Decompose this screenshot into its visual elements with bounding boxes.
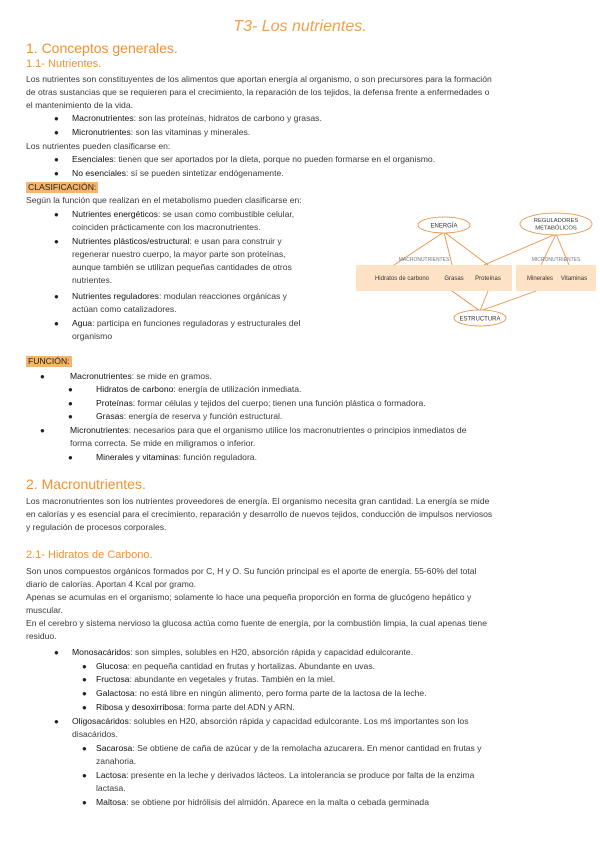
minerales-label: Minerales — [526, 276, 554, 282]
list-item: Micronutrientes: necesarios para que el organismo utilice los macronutrientes o principios inmediatos de — [70, 425, 467, 435]
clasificacion-label: CLASIFICACIÓN: — [28, 182, 97, 192]
bullet: ● — [82, 662, 87, 671]
reguladores-label-1: REGULADORES — [533, 218, 579, 224]
list-item-cont: coinciden prácticamente con los macronutrientes. — [72, 222, 261, 232]
list-item: Minerales y vitaminas: función reguladora. — [96, 452, 257, 462]
estructura-label: ESTRUCTURA — [459, 316, 501, 323]
s21-paragraph-line: residuo. — [26, 631, 57, 641]
list-item: Glucosa: en pequeña cantidad en frutas y hortalizas. Abundante en uvas. — [96, 661, 376, 671]
hc-label: Hidratos de carbono — [374, 276, 430, 282]
energia-label: ENERGÍA — [430, 223, 458, 230]
link-minerales-estructura — [480, 291, 536, 311]
grasas-label: Grasas — [444, 276, 464, 282]
bullet: ● — [82, 689, 87, 698]
bullet: ● — [54, 210, 59, 219]
bullet: ● — [54, 114, 59, 123]
bullet: ● — [68, 385, 73, 394]
list-item-cont: organismo — [72, 331, 113, 341]
list-item: Grasas: energía de reserva y función estructural. — [96, 411, 283, 421]
list-item: Ribosa y desoxirribosa: forma parte del ADN y ARN. — [96, 702, 295, 712]
micro-label: MICRONUTRIENTES — [531, 257, 581, 263]
bullet: ● — [54, 319, 59, 328]
list-item-cont: forma correcta. Se mide en miligramos o inferior. — [70, 438, 256, 448]
bullet: ● — [82, 744, 87, 753]
list-item: Hidratos de carbono: energía de utilización inmediata. — [96, 384, 302, 394]
section-2-1-heading: 2.1- Hidratos de Carbono. — [26, 549, 153, 561]
list-item: Oligosacáridos: solubles en H20, absorción rápida y capacidad edulcorante. Los mś importantes son los — [72, 716, 469, 726]
bullet: ● — [82, 675, 87, 684]
intro-line-3: el mantenimiento de la vida. — [26, 100, 134, 110]
list-item-cont: lactasa. — [96, 783, 126, 793]
section-1-1-heading: 1.1- Nutrientes. — [26, 58, 102, 70]
page-title: T3- Los nutrientes. — [233, 18, 367, 35]
link-proteinas-estructura — [480, 291, 488, 311]
s21-paragraph-line: En el cerebro y sistema nervioso la glucosa actúa como fuente de energía, por la combustión limpia, la cual apenas tiene — [26, 618, 487, 628]
funcion-label: FUNCIÓN: — [28, 356, 70, 366]
section-2-heading: 2. Macronutrientes. — [26, 476, 146, 492]
list-item: Sacarosa: Se obtiene de caña de azúcar y de la remolacha azucarera. En menor cantidad en frutas y — [96, 743, 482, 753]
list-item: Maltosa: se obtiene por hidrólisis del almidón. Aparece en la malta o cebada germinada — [96, 797, 429, 807]
s21-paragraph-line: muscular. — [26, 605, 63, 615]
list-item: Nutrientes energéticos: se usan como combustible celular, — [72, 209, 295, 219]
list-item: Macronutrientes: son las proteínas, hidratos de carbono y grasas. — [72, 113, 322, 123]
list-item-cont: nutrientes. — [72, 275, 113, 285]
list-item-cont: actúan como catalizadores. — [72, 304, 177, 314]
reguladores-label-2: METABÓLICOS — [535, 225, 577, 232]
s2-paragraph-line: en calorías y es esencial para el crecimiento, reparación y desarrollo de nuevos tejidos, conducción de impulsos nerviosos — [26, 509, 493, 519]
section-1-heading: 1. Conceptos generales. — [26, 40, 178, 56]
list-item-cont: zanahoria. — [96, 756, 137, 766]
bullet: ● — [68, 453, 73, 462]
bullet: ● — [40, 426, 45, 435]
vitaminas-label: Vitaminas — [560, 276, 588, 282]
bullet: ● — [68, 412, 73, 421]
list-item: Esenciales: tienen que ser aportados por la dieta, porque no pueden formarse en el organismo. — [72, 154, 436, 164]
list-item: No esenciales: sí se pueden sintetizar endógenamente. — [72, 168, 284, 178]
list-item: Nutrientes reguladores: modulan reacciones orgánicas y — [72, 291, 287, 301]
list-item: Fructosa: abundante en vegetales y frutas. También en la miel. — [96, 674, 336, 684]
bullet: ● — [82, 798, 87, 807]
bullet: ● — [82, 771, 87, 780]
intro-line-2: de otras sustancias que se requieren para el crecimiento, la reparación de los tejidos, la defensa frente a enfermedades o — [26, 87, 490, 97]
s2-paragraph-line: Los macronutrientes son los nutrientes proveedores de energía. El organismo necesita gran cantidad. La energía se mide — [26, 496, 490, 506]
s21-paragraph-line: Apenas se acumulas en el organismo; solamente lo hace una pequeña proporción en forma de glucógeno hepático y — [26, 592, 472, 602]
proteinas-label: Proteínas — [475, 276, 501, 282]
s21-paragraph-line: diario de calorías. Aportan 4 Kcal por gramo. — [26, 579, 197, 589]
list-item: Galactosa: no está libre en ningún alimento, pero forma parte de la lactosa de la leche. — [96, 688, 427, 698]
s2-paragraph-line: y regulación de procesos corporales. — [26, 522, 167, 532]
list-item: Micronutrientes: son las vitaminas y minerales. — [72, 127, 251, 137]
intro-line-1: Los nutrientes son constituyentes de los alimentos que aportan energía al organismo, o son precursores para la formación — [26, 74, 492, 84]
list-item: Monosacáridos: son simples, solubles en H20, absorción rápida y capacidad edulcorante. — [72, 647, 414, 657]
bullet: ● — [82, 703, 87, 712]
list-item: Macronutrientes: se mide en gramos. — [70, 371, 212, 381]
reguladores-node — [520, 213, 592, 235]
bullet: ● — [54, 648, 59, 657]
bullet: ● — [54, 155, 59, 164]
classify-intro: Los nutrientes pueden clasificarse en: — [26, 141, 171, 151]
bullet: ● — [54, 237, 59, 246]
link-grasas-estructura — [452, 291, 480, 311]
clasificacion-intro: Según la función que realizan en el metabolismo pueden clasificarse en: — [26, 195, 302, 205]
list-item: Lactosa: presente en la leche y derivados lácteos. La intolerancia se produce por falta de la enzima — [96, 770, 475, 780]
bullet: ● — [54, 128, 59, 137]
list-item: Agua: participa en funciones reguladoras y estructurales del — [72, 318, 301, 328]
list-item-cont: aunque también se utilizan pequeñas cantidades de otros — [72, 262, 292, 272]
list-item-cont: regenerar nuestro cuerpo, la mayor parte son proteínas, — [72, 249, 286, 259]
macro-label: MACRONUTRIENTES — [398, 257, 450, 263]
bullet: ● — [54, 169, 59, 178]
list-item: Proteínas: formar células y tejidos del cuerpo; tienen una función plástica o formadora. — [96, 398, 426, 408]
bullet: ● — [68, 399, 73, 408]
nutrient-classification-diagram — [356, 206, 596, 332]
bullet: ● — [54, 292, 59, 301]
bullet: ● — [54, 717, 59, 726]
list-item-cont: disacáridos. — [72, 729, 118, 739]
bullet: ● — [40, 372, 45, 381]
s21-paragraph-line: Son unos compuestos orgánicos formados por C, H y O. Su función principal es el aporte de energía. 55-60% del total — [26, 566, 477, 576]
list-item: Nutrientes plásticos/estructural: e usan para construir y — [72, 236, 282, 246]
